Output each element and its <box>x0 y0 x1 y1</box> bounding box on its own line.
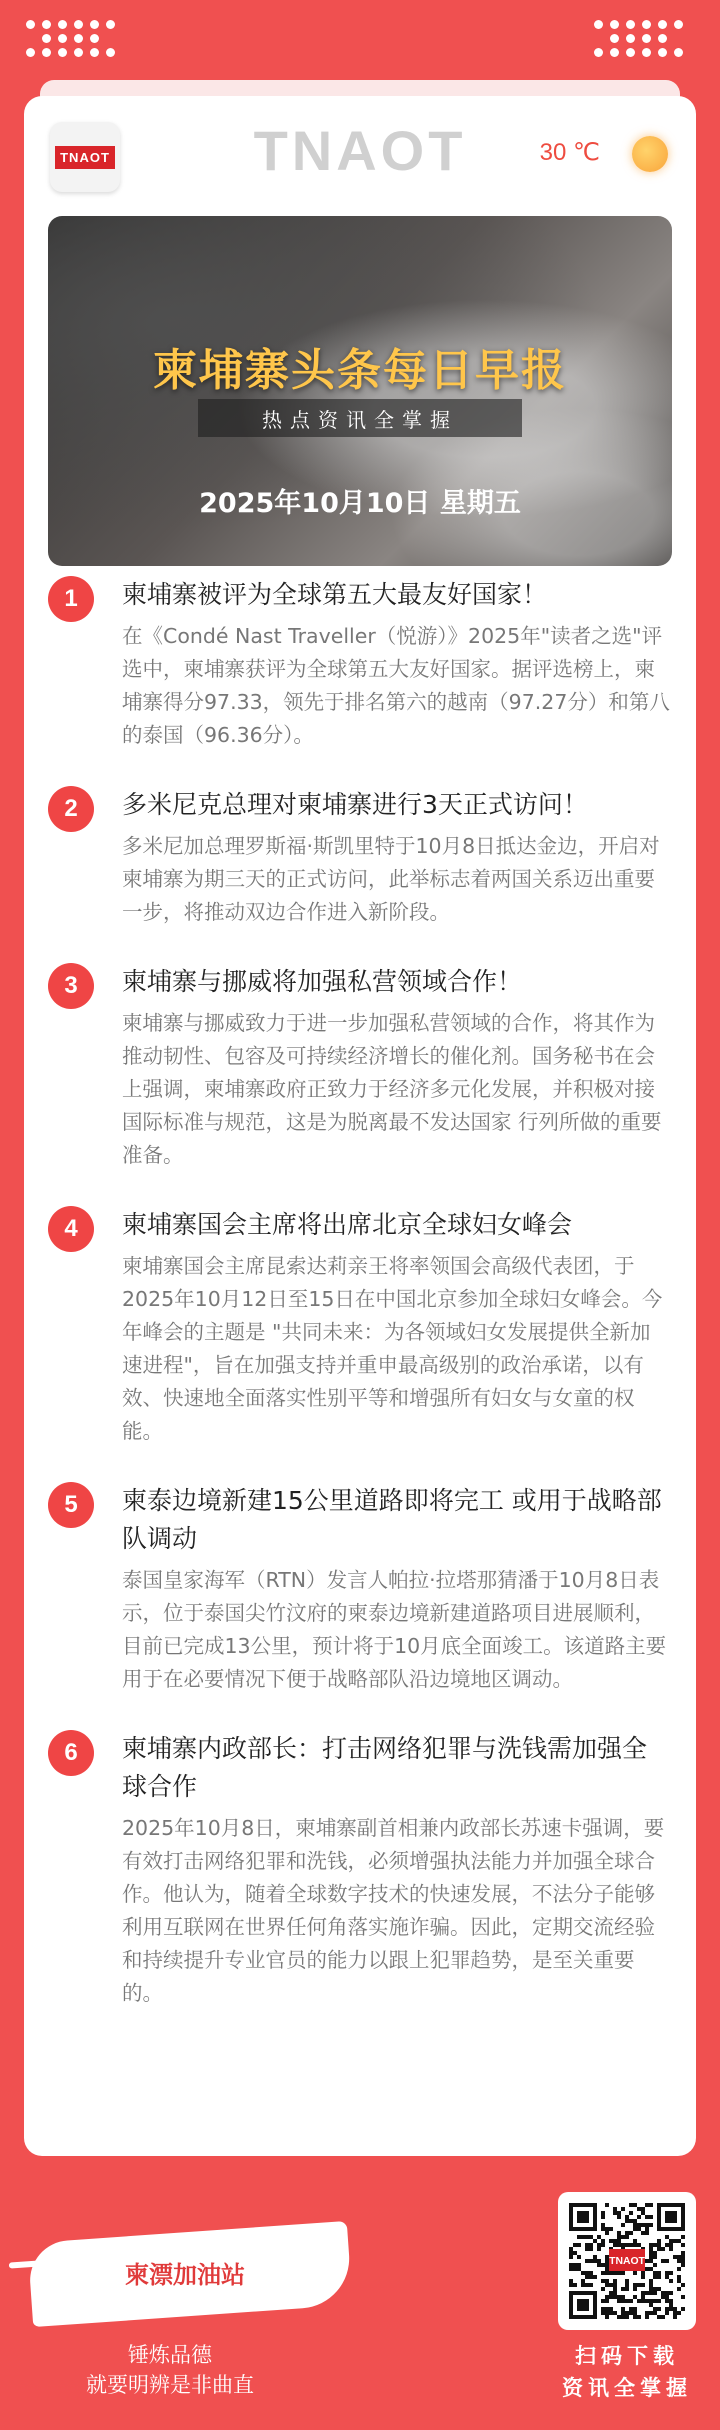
qr-logo-label: TNAOT <box>609 2255 645 2267</box>
qr-caption-line-2: 资讯全掌握 <box>562 2376 692 2400</box>
news-body: 柬埔寨国会主席昆索达莉亲王将率领国会高级代表团，于2025年10月12日至15日在中国北京参加全球妇女峰会。今年峰会的主题是 "共同未来：为各领域妇女发展提供全新加速进程"，旨在加强支持并重申最高级别的政治承诺，以有效、快速地全面落实性别平等和增强所有妇女与女童的权能。 <box>122 1254 663 1443</box>
motto-line-1: 锤炼品德 <box>128 2343 212 2367</box>
news-title: 柬埔寨内政部长：打击网络犯罪与洗钱需加强全球合作 <box>122 1734 648 1801</box>
news-body: 柬埔寨与挪威致力于进一步加强私营领域的合作，将其作为推动韧性、包容及可持续经济增长的催化剂。国务秘书在会上强调，柬埔寨政府正致力于经济多元化发展，并积极对接国际标准与规范，这是为脱离最不发达国家 行列所做的重要准备。 <box>122 1011 662 1167</box>
temperature: 30 ℃ <box>539 139 600 166</box>
news-number-badge: 2 <box>48 786 94 832</box>
news-number-badge: 4 <box>48 1206 94 1252</box>
news-body: 多米尼加总理罗斯福·斯凯里特于10月8日抵达金边，开启对柬埔寨为期三天的正式访问，此举标志着两国关系迈出重要一步，将推动双边合作进入新阶段。 <box>122 834 660 924</box>
qr-code-icon <box>569 2203 685 2319</box>
qr-caption-line-1: 扫码下载 <box>575 2344 679 2368</box>
news-number-badge: 1 <box>48 576 94 622</box>
banner-subtitle: 热点资讯全掌握 <box>198 399 522 437</box>
logo-text: TNAOT <box>55 146 115 169</box>
qr-code[interactable] <box>558 2192 696 2330</box>
decorative-dots-right <box>594 20 694 60</box>
news-title: 柬埔寨国会主席将出席北京全球妇女峰会 <box>122 1210 573 1239</box>
news-list <box>24 576 696 2044</box>
banner-date: 2025年10月10日 星期五 <box>199 488 521 519</box>
news-number-badge: 3 <box>48 963 94 1009</box>
qr-caption <box>552 2340 702 2404</box>
news-item[interactable] <box>24 786 696 929</box>
news-number-badge: 6 <box>48 1730 94 1776</box>
brand-name: TNAOT <box>253 119 467 182</box>
news-number-badge: 5 <box>48 1482 94 1528</box>
news-item[interactable] <box>24 1730 696 2010</box>
news-item[interactable] <box>24 576 696 752</box>
news-title: 柬埔寨与挪威将加强私营领域合作！ <box>122 967 523 996</box>
motto <box>60 2340 280 2400</box>
sun-icon <box>632 136 668 172</box>
news-title: 多米尼克总理对柬埔寨进行3天正式访问！ <box>122 790 588 819</box>
slogan-text: 柬漂加油站 <box>125 2261 245 2289</box>
motto-line-2: 就要明辨是非曲直 <box>86 2373 254 2397</box>
news-title: 柬泰边境新建15公里道路即将完工 或用于战略部队调动 <box>122 1486 662 1553</box>
news-item[interactable] <box>24 1482 696 1696</box>
news-body: 泰国皇家海军（RTN）发言人帕拉·拉塔那猜潘于10月8日表示，位于泰国尖竹汶府的柬泰边境新建道路项目进展顺利，目前已完成13公里，预计将于10月底全面竣工。该道路主要用于在必要情况下便于战略部队沿边境地区调动。 <box>122 1568 667 1691</box>
banner-title: 柬埔寨头条每日早报 <box>153 345 567 396</box>
slogan-block <box>20 2200 350 2360</box>
news-item[interactable] <box>24 1206 696 1448</box>
news-body: 2025年10月8日，柬埔寨副首相兼内政部长苏速卡强调，要有效打击网络犯罪和洗钱，必须增强执法能力并加强全球合作。他认为，随着全球数字技术的快速发展，不法分子能够利用互联网在世界任何角落实施诈骗。因此，定期交流经验和持续提升专业官员的能力以跟上犯罪趋势，是至关重要的。 <box>122 1816 665 2005</box>
news-card <box>24 96 696 2156</box>
card-header <box>24 96 696 206</box>
news-body: 在《Condé Nast Traveller（悦游）》2025年"读者之选"评选中，柬埔寨获评为全球第五大友好国家。据评选榜上，柬埔寨得分97.33，领先于排名第六的越南（97.27分）和第八的泰国（96.36分）。 <box>122 624 670 747</box>
news-title: 柬埔寨被评为全球第五大最友好国家！ <box>122 580 548 609</box>
hero-banner <box>48 216 672 566</box>
news-item[interactable] <box>24 963 696 1172</box>
decorative-dots-left <box>26 20 126 60</box>
